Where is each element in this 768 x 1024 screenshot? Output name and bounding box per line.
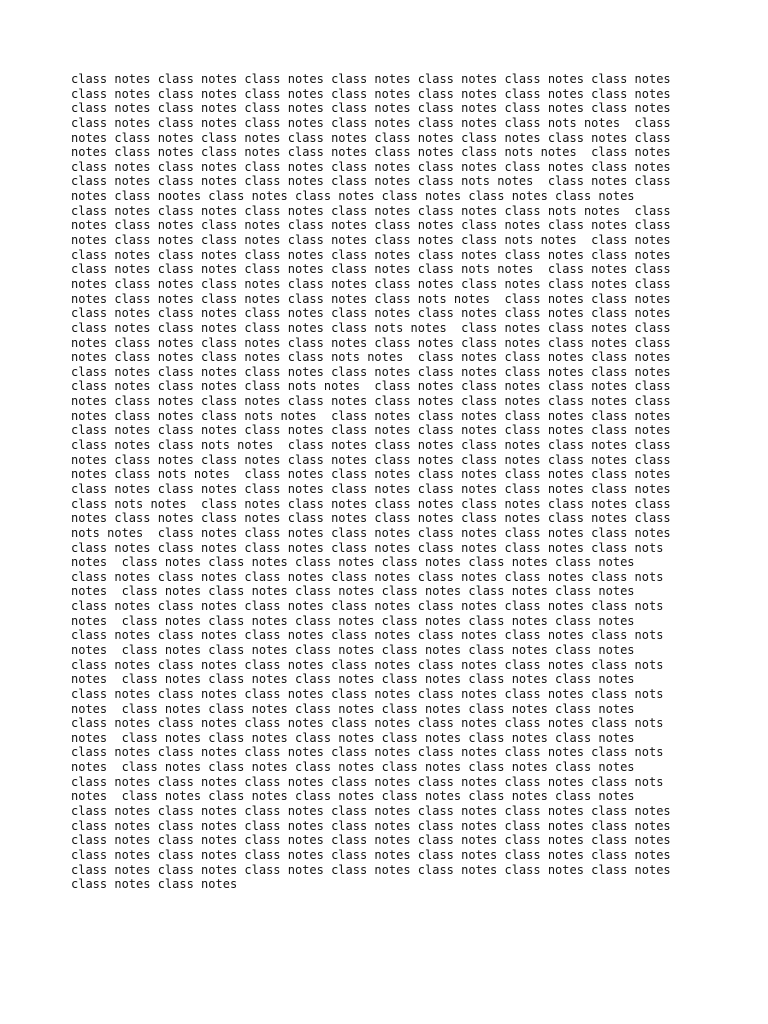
text-line: class notes class notes class notes class notes class notes class nots notes class [71, 203, 671, 218]
text-line: class notes class notes class notes class notes class notes class notes class nots [71, 569, 664, 584]
text-line: notes class notes class notes class notes class notes class notes class notes class [71, 276, 671, 291]
text-line: notes class nootes class notes class notes class notes class notes class notes [71, 189, 635, 204]
body-text [71, 72, 711, 892]
text-line: class notes class notes class notes class notes class notes class nots notes class [71, 115, 671, 130]
text-line: class notes class notes class notes class notes class notes class notes class nots [71, 628, 664, 643]
text-line: class notes class notes class notes class notes class notes class notes class notes [71, 247, 671, 262]
text-line: notes class notes class nots notes class notes class notes class notes class notes [71, 408, 671, 423]
text-line: notes class notes class notes class notes class nots notes class notes class notes [71, 291, 671, 306]
text-line: class notes class notes class notes class notes class nots notes class notes class [71, 174, 671, 189]
text-line: notes class notes class notes class notes class notes class notes class notes [71, 584, 635, 599]
text-line: nots notes class notes class notes class notes class notes class notes class notes [71, 525, 671, 540]
text-line: class notes class notes class notes class notes class notes class notes class notes [71, 481, 671, 496]
text-line: notes class notes class notes class notes class notes class nots notes class notes [71, 145, 671, 160]
text-line: notes class notes class notes class notes class notes class notes class notes [71, 760, 635, 775]
text-line: class notes class notes class notes class notes class notes class notes class nots [71, 716, 664, 731]
text-line: class notes class notes class notes class notes class notes class notes class nots [71, 745, 664, 760]
text-line: notes class notes class notes class notes class notes class notes class notes class [71, 452, 671, 467]
text-line: class notes class notes class notes class notes class notes class notes class nots [71, 657, 664, 672]
text-line: notes class notes class notes class notes class notes class notes class notes [71, 555, 635, 570]
text-line: notes class notes class notes class notes class notes class notes class notes [71, 789, 635, 804]
text-line: class notes class notes class notes class notes class notes class notes class notes [71, 306, 671, 321]
text-line: notes class notes class notes class notes class notes class notes class notes [71, 730, 635, 745]
text-line: class notes class notes class notes class notes class notes class notes class notes [71, 862, 671, 877]
text-line: class notes class notes class notes class notes class notes class notes class notes [71, 101, 671, 116]
text-line: class notes class notes [71, 877, 238, 892]
text-line: class notes class notes class notes class nots notes class notes class notes class [71, 320, 671, 335]
text-line: notes class notes class notes class nots notes class notes class notes class notes [71, 350, 671, 365]
text-line: class notes class notes class notes class notes class notes class notes class nots [71, 599, 664, 614]
text-line: class notes class notes class notes class notes class notes class notes class nots [71, 540, 664, 555]
text-line: class notes class notes class notes class notes class notes class notes class nots [71, 774, 664, 789]
text-line: notes class notes class notes class notes class notes class notes class notes [71, 701, 635, 716]
text-line: notes class notes class notes class notes class notes class notes class notes class [71, 218, 671, 233]
text-line: notes class notes class notes class notes class notes class notes class notes class [71, 130, 671, 145]
text-line: notes class notes class notes class notes class notes class notes class notes class [71, 335, 671, 350]
text-line: notes class notes class notes class notes class notes class notes class notes [71, 672, 635, 687]
text-line: class notes class notes class notes class notes class notes class notes class notes [71, 364, 671, 379]
text-line: class nots notes class notes class notes class notes class notes class notes class [71, 496, 671, 511]
text-line: class notes class nots notes class notes class notes class notes class notes class [71, 438, 671, 453]
text-line: class notes class notes class notes class notes class notes class notes class notes [71, 423, 671, 438]
text-line: notes class notes class notes class notes class notes class nots notes class notes [71, 233, 671, 248]
text-line: class notes class notes class notes class notes class notes class notes class nots [71, 686, 664, 701]
text-line: class notes class notes class notes class notes class notes class notes class notes [71, 804, 671, 819]
text-line: class notes class notes class notes class notes class notes class notes class notes [71, 72, 671, 86]
text-line: class notes class notes class notes class notes class nots notes class notes class [71, 262, 671, 277]
text-line: class notes class notes class notes class notes class notes class notes class notes [71, 833, 671, 848]
text-line: notes class notes class notes class notes class notes class notes class notes class [71, 511, 671, 526]
text-line: notes class notes class notes class notes class notes class notes class notes [71, 642, 635, 657]
text-line: class notes class notes class notes class notes class notes class notes class notes [71, 847, 671, 862]
text-line: notes class notes class notes class notes class notes class notes class notes class [71, 394, 671, 409]
text-line: class notes class notes class notes class notes class notes class notes class notes [71, 818, 671, 833]
text-line: class notes class notes class notes class notes class notes class notes class notes [71, 159, 671, 174]
text-line: notes class notes class notes class notes class notes class notes class notes [71, 613, 635, 628]
text-line: class notes class notes class notes class notes class notes class notes class notes [71, 86, 671, 101]
text-line: class notes class notes class nots notes class notes class notes class notes class [71, 379, 671, 394]
text-line: notes class nots notes class notes class notes class notes class notes class notes [71, 467, 671, 482]
